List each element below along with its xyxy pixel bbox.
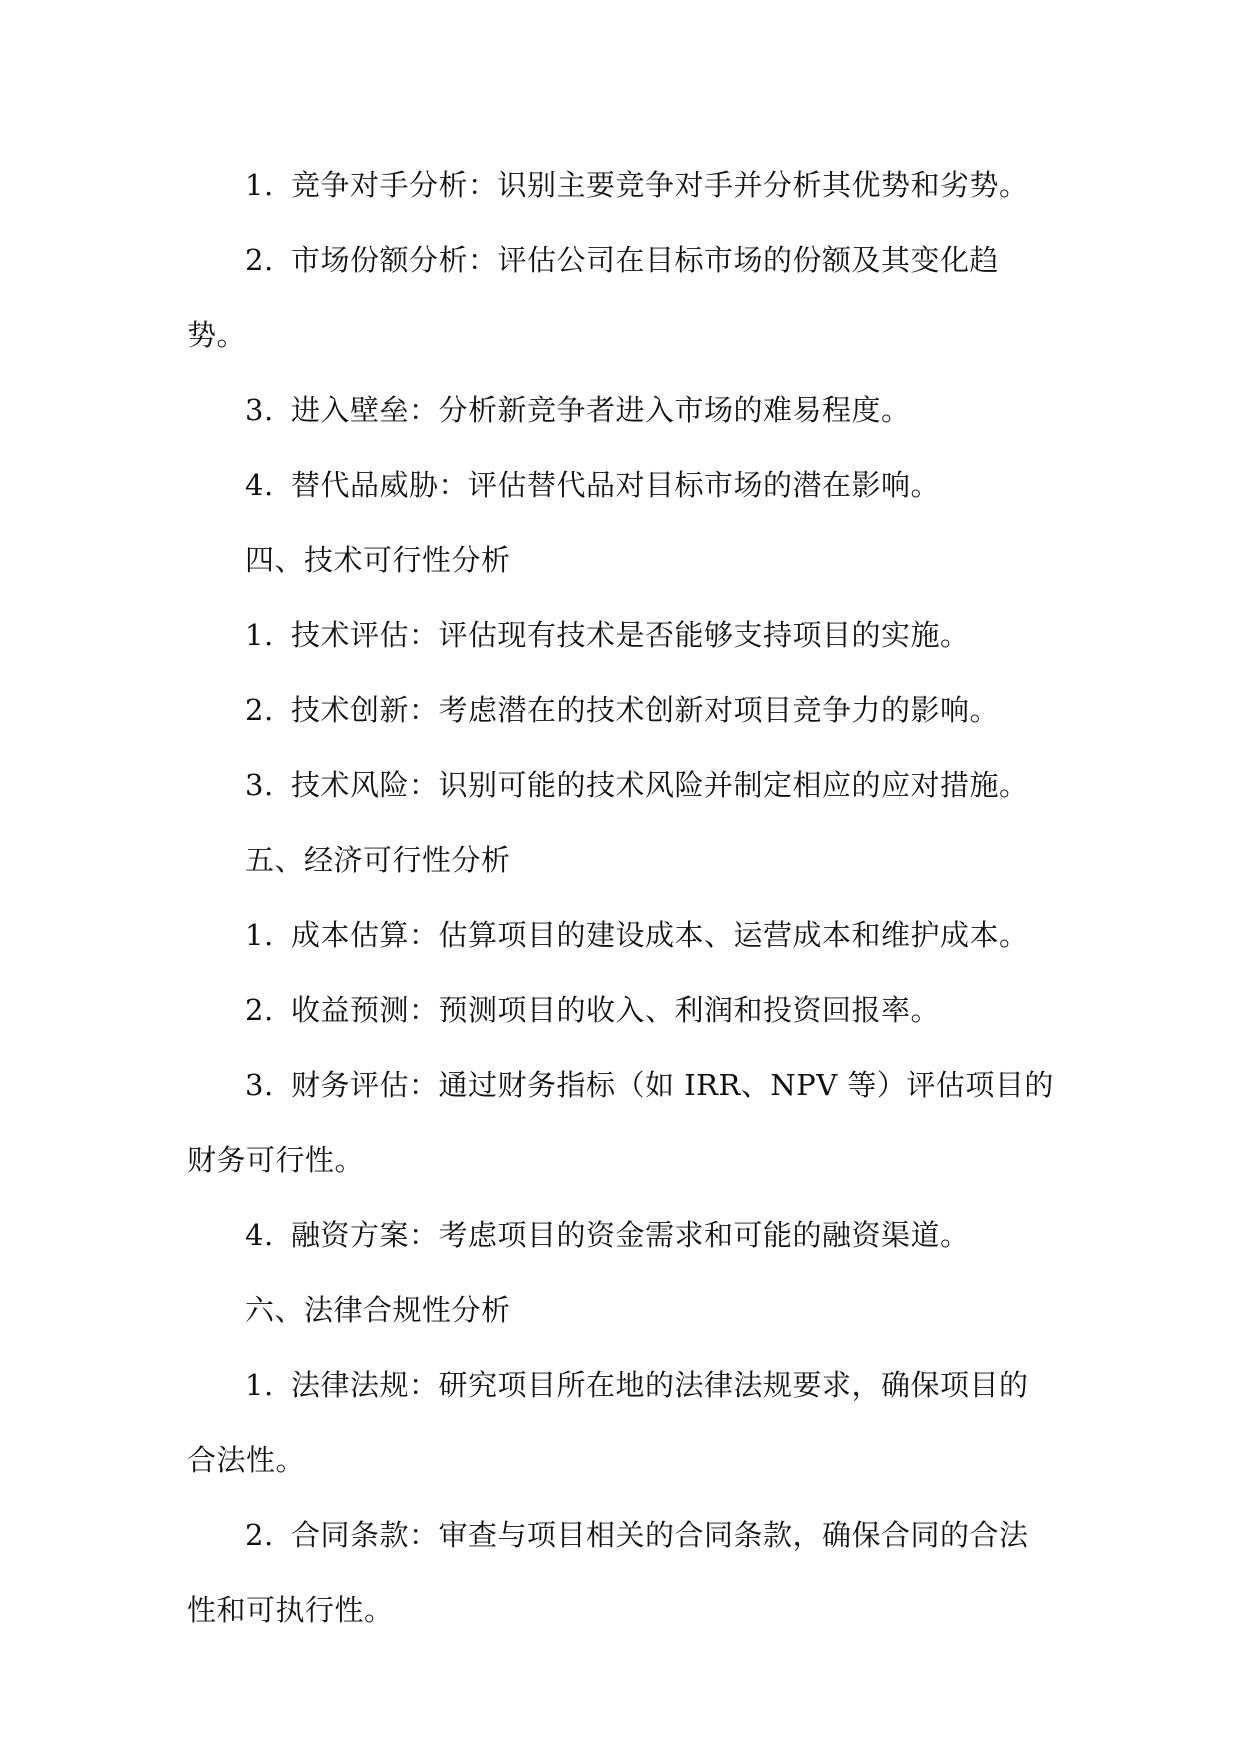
item-number: 1. <box>245 618 274 652</box>
section-heading <box>187 1273 1057 1348</box>
list-item <box>187 223 1057 373</box>
list-item <box>187 373 1057 448</box>
list-item <box>187 673 1057 748</box>
item-number: 4. <box>245 468 274 502</box>
item-text: 市场份额分析：评估公司在目标市场的份额及其变化趋势。 <box>187 243 1000 352</box>
item-text: 合同条款：审查与项目相关的合同条款，确保合同的合法性和可执行性。 <box>187 1518 1029 1627</box>
section-heading-text: 五、经济可行性分析 <box>245 843 511 877</box>
item-number: 2. <box>245 993 274 1027</box>
section-heading-text: 四、技术可行性分析 <box>245 543 511 577</box>
item-number: 1. <box>245 1368 274 1402</box>
list-item <box>187 1498 1057 1648</box>
item-text: 财务评估：通过财务指标（如 IRR、NPV 等）评估项目的财务可行性。 <box>187 1068 1054 1177</box>
item-text: 技术风险：识别可能的技术风险并制定相应的应对措施。 <box>291 768 1029 802</box>
item-text: 竞争对手分析：识别主要竞争对手并分析其优势和劣势。 <box>291 168 1029 202</box>
list-item <box>187 748 1057 823</box>
item-number: 1. <box>245 918 274 952</box>
list-item <box>187 148 1057 223</box>
item-number: 2. <box>245 693 274 727</box>
section-heading <box>187 823 1057 898</box>
item-number: 3. <box>245 393 274 427</box>
item-text: 成本估算：估算项目的建设成本、运营成本和维护成本。 <box>291 918 1029 952</box>
list-item <box>187 448 1057 523</box>
item-text: 进入壁垒：分析新竞争者进入市场的难易程度。 <box>291 393 911 427</box>
item-text: 融资方案：考虑项目的资金需求和可能的融资渠道。 <box>291 1218 970 1252</box>
section-heading-text: 六、法律合规性分析 <box>245 1293 511 1327</box>
item-text: 替代品威胁：评估替代品对目标市场的潜在影响。 <box>291 468 941 502</box>
item-number: 3. <box>245 1068 274 1102</box>
item-number: 3. <box>245 768 274 802</box>
item-text: 技术评估：评估现有技术是否能够支持项目的实施。 <box>291 618 970 652</box>
item-number: 1. <box>245 168 274 202</box>
list-item <box>187 973 1057 1048</box>
item-number: 4. <box>245 1218 274 1252</box>
list-item <box>187 1198 1057 1273</box>
list-item <box>187 598 1057 673</box>
item-text: 技术创新：考虑潜在的技术创新对项目竞争力的影响。 <box>291 693 1000 727</box>
item-number: 2. <box>245 1518 274 1552</box>
item-number: 2. <box>245 243 274 277</box>
document-body <box>187 148 1057 1648</box>
list-item <box>187 1348 1057 1498</box>
list-item <box>187 1048 1057 1198</box>
list-item <box>187 898 1057 973</box>
section-heading <box>187 523 1057 598</box>
item-text: 法律法规：研究项目所在地的法律法规要求，确保项目的合法性。 <box>187 1368 1029 1477</box>
item-text: 收益预测：预测项目的收入、利润和投资回报率。 <box>291 993 941 1027</box>
